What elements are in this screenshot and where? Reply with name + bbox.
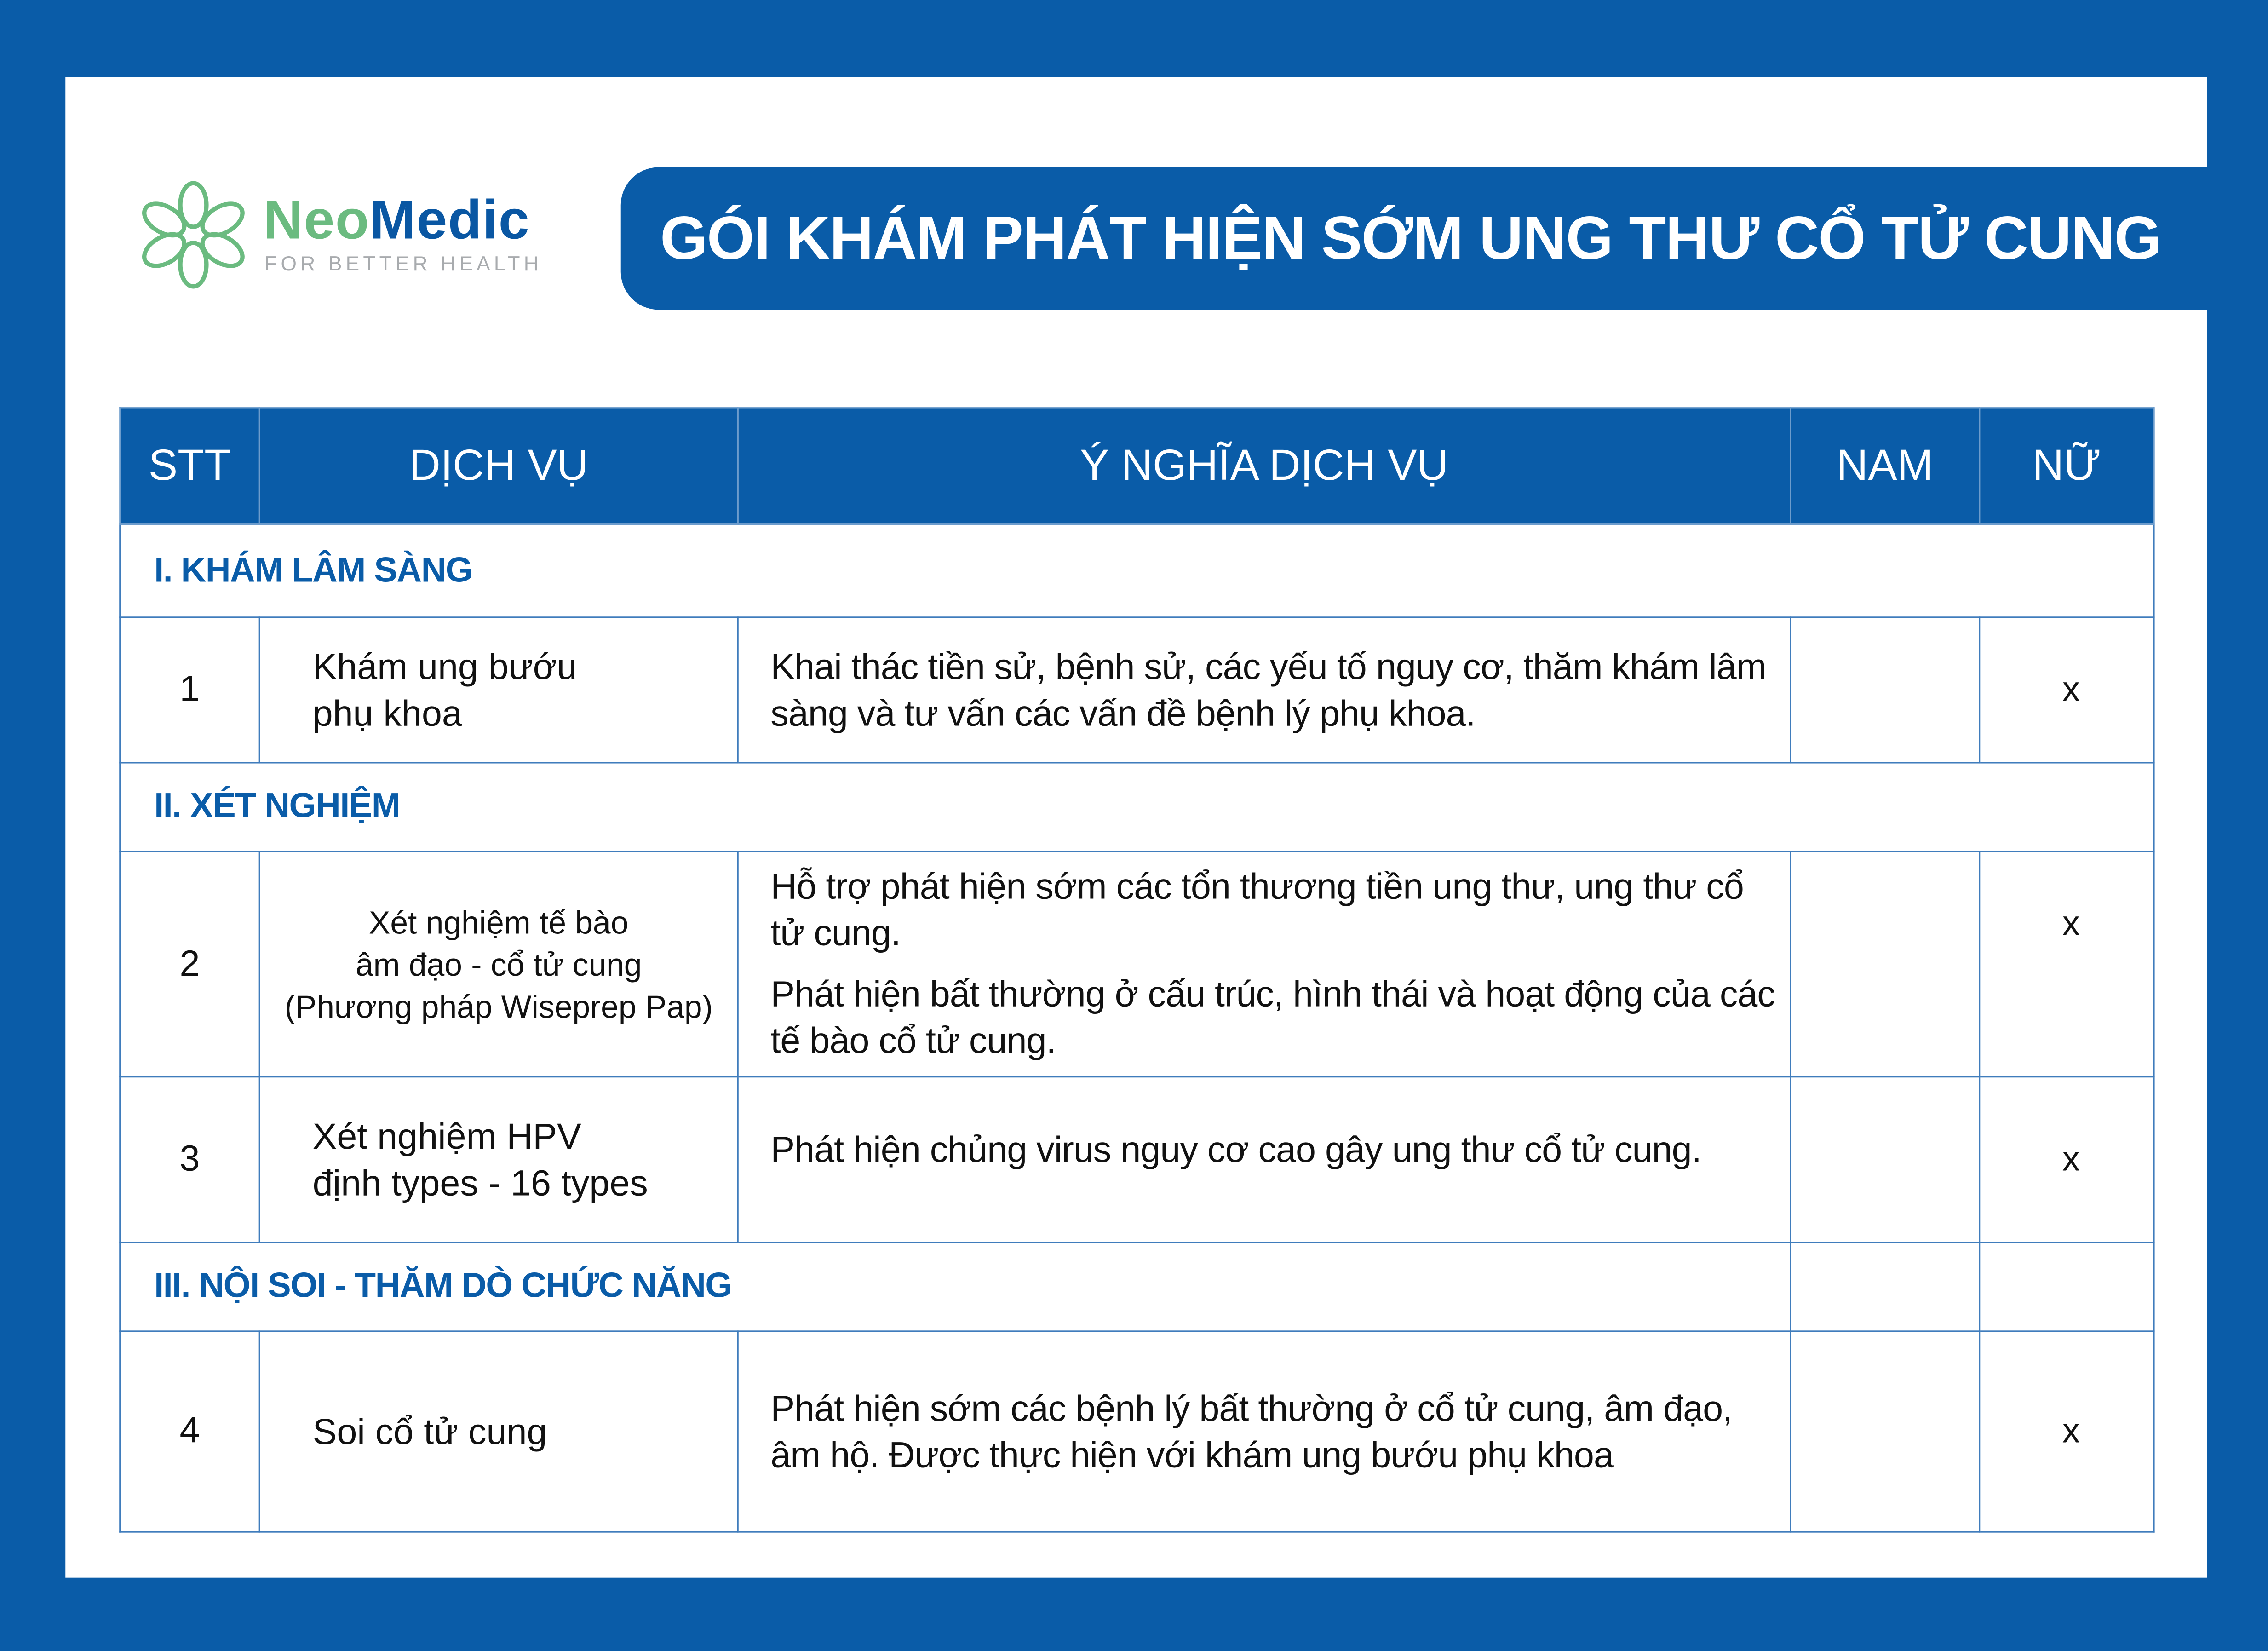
header-male: NAM <box>1791 408 1980 524</box>
meaning-cell: Phát hiện chủng virus nguy cơ cao gây ung thư cổ tử cung. <box>738 1077 1791 1243</box>
service-table <box>119 407 2154 1533</box>
stt-cell: 2 <box>120 851 259 1077</box>
page-title: GÓI KHÁM PHÁT HIỆN SỚM UNG THƯ CỔ TỬ CUNG <box>621 167 2207 310</box>
table-row <box>120 1077 2154 1243</box>
stt-cell: 4 <box>120 1331 259 1532</box>
female-cell: x <box>1980 1331 2154 1532</box>
header-female: NỮ <box>1980 408 2154 524</box>
service-cell: Xét nghiệm HPV định types - 16 types <box>259 1077 738 1243</box>
table-row <box>120 1331 2154 1532</box>
male-cell <box>1791 1077 1980 1243</box>
section-title: II. XÉT NGHIỆM <box>120 763 2154 851</box>
stt-cell: 3 <box>120 1077 259 1243</box>
male-cell <box>1791 617 1980 763</box>
meaning-cell: Khai thác tiền sử, bệnh sử, các yếu tố nguy cơ, thăm khám lâm sàng và tư vấn các vấn đề bệnh lý phụ khoa. <box>738 617 1791 763</box>
meaning-cell: Hỗ trợ phát hiện sớm các tổn thương tiền ung thư, ung thư cổ tử cung. Phát hiện bất thường ở cấu trúc, hình thái và hoạt động của các tế bào cổ tử cung. <box>738 851 1791 1077</box>
service-cell: Xét nghiệm tế bào âm đạo - cổ tử cung (Phương pháp Wiseprep Pap) <box>259 851 738 1077</box>
section-title: III. NỘI SOI - THĂM DÒ CHỨC NĂNG <box>120 1243 1791 1331</box>
section-row <box>120 524 2154 617</box>
flower-logo-icon <box>141 180 246 289</box>
section-row <box>120 1243 2154 1331</box>
service-cell: Khám ung bướu phụ khoa <box>259 617 738 763</box>
logo-tagline: FOR BETTER HEALTH <box>264 251 542 275</box>
male-cell <box>1791 1331 1980 1532</box>
header-meaning: Ý NGHĨA DỊCH VỤ <box>738 408 1791 524</box>
female-cell: x <box>1980 851 2154 1077</box>
empty-cell <box>1791 1243 1980 1331</box>
service-cell: Soi cổ tử cung <box>259 1331 738 1532</box>
table-row <box>120 851 2154 1077</box>
stt-cell: 1 <box>120 617 259 763</box>
empty-cell <box>1980 1243 2154 1331</box>
table-header <box>120 408 2154 524</box>
neomedic-logo <box>141 180 563 289</box>
meaning-cell: Phát hiện sớm các bệnh lý bất thường ở cổ tử cung, âm đạo, âm hộ. Được thực hiện với khám ung bướu phụ khoa <box>738 1331 1791 1532</box>
header-stt: STT <box>120 408 259 524</box>
table-row <box>120 617 2154 763</box>
female-cell: x <box>1980 1077 2154 1243</box>
section-row <box>120 763 2154 851</box>
logo-wordmark: NeoMedic <box>263 190 530 252</box>
male-cell <box>1791 851 1980 1077</box>
header-service: DỊCH VỤ <box>259 408 738 524</box>
female-cell: x <box>1980 617 2154 763</box>
section-title: I. KHÁM LÂM SÀNG <box>120 524 2154 617</box>
